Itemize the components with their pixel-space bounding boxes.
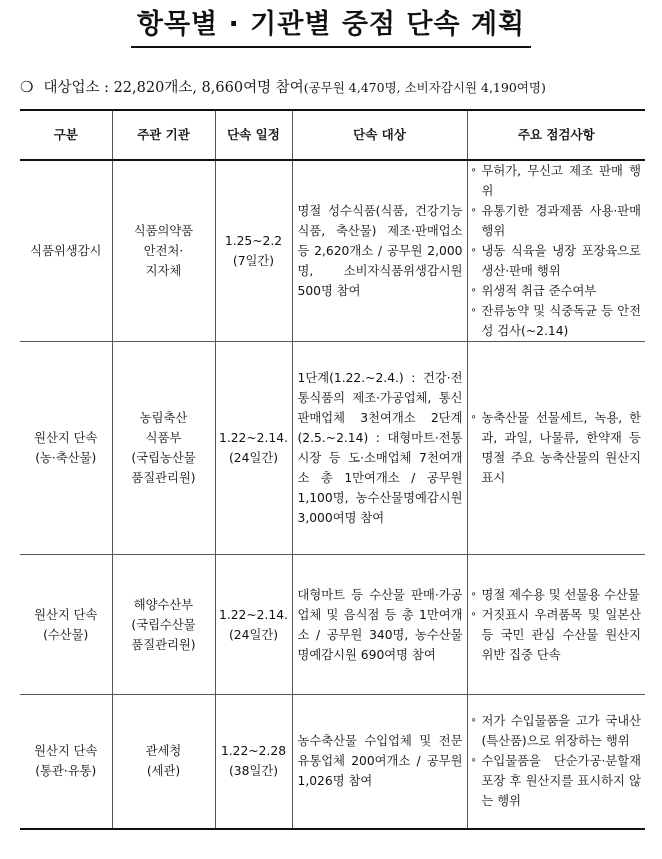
row-category: 원산지 단속 (수산물) <box>20 555 112 695</box>
summary-detail: (공무원 4,470명, 소비자감시원 4,190여명) <box>303 80 546 95</box>
header-schedule: 단속 일정 <box>215 110 292 160</box>
table-row <box>20 695 645 829</box>
check-item <box>471 711 642 751</box>
summary-main: 대상업소 : 22,820개소, 8,660여명 참여 <box>43 80 304 96</box>
plan-table <box>20 109 645 830</box>
check-item <box>471 301 642 341</box>
circle-bullet-icon: ❍ <box>20 78 34 96</box>
row-checks <box>467 555 645 695</box>
check-text: 거짓표시 우려품목 및 일본산 등 국민 관심 수산물 원산지 위반 집중 단속 <box>481 607 641 662</box>
header-category: 구분 <box>20 110 112 160</box>
small-circle-bullet-icon: ∘ <box>470 165 477 176</box>
check-text: 무허가, 무신고 제조 판매 행위 <box>481 164 641 198</box>
table-header-row <box>20 110 645 160</box>
check-item <box>471 585 642 605</box>
row-agency: 관세청 (세관) <box>112 695 215 829</box>
row-agency: 식품의약품 안전처· 지자체 <box>112 160 215 342</box>
small-circle-bullet-icon: ∘ <box>470 588 477 600</box>
check-item <box>471 161 642 201</box>
row-agency: 해양수산부 (국립수산물 품질관리원) <box>112 555 215 695</box>
table-row <box>20 555 645 695</box>
header-agency: 주관 기관 <box>112 110 215 160</box>
check-text: 잔류농약 및 식중독균 등 안전성 검사(~2.14) <box>481 304 641 338</box>
check-text: 농축산물 선물세트, 녹용, 한과, 과일, 나물류, 한약재 등 명절 주요 농축산물의 원산지 표시 <box>481 411 641 485</box>
row-agency: 농림축산 식품부 (국립농산물 품질관리원) <box>112 342 215 555</box>
row-category: 식품위생감시 <box>20 160 112 342</box>
row-schedule: 1.22~2.14. (24일간) <box>215 555 292 695</box>
small-circle-bullet-icon: ∘ <box>470 755 477 767</box>
table-row <box>20 342 645 555</box>
row-schedule: 1.22~2.28 (38일간) <box>215 695 292 829</box>
row-category: 원산지 단속 (농·축산물) <box>20 342 112 555</box>
row-schedule: 1.22~2.14. (24일간) <box>215 342 292 555</box>
check-text: 명절 제수용 및 선물용 수산물 <box>481 587 640 602</box>
header-target: 단속 대상 <box>292 110 467 160</box>
small-circle-bullet-icon: ∘ <box>470 608 477 620</box>
row-checks <box>467 695 645 829</box>
small-circle-bullet-icon: ∘ <box>470 412 477 423</box>
row-category: 원산지 단속 (통관·유통) <box>20 695 112 829</box>
table-row <box>20 160 645 342</box>
small-circle-bullet-icon: ∘ <box>470 205 477 216</box>
check-item <box>471 281 642 301</box>
check-text: 저가 수입물품을 고가 국내산(특산품)으로 위장하는 행위 <box>481 714 641 749</box>
check-item <box>471 241 642 281</box>
summary-line <box>20 76 650 99</box>
check-text: 수입물품을 단순가공·분할재포장 후 원산지를 표시하지 않는 행위 <box>481 754 641 809</box>
small-circle-bullet-icon: ∘ <box>470 245 477 256</box>
check-text: 냉동 식육을 냉장 포장육으로 생산·판매 행위 <box>481 244 641 278</box>
small-circle-bullet-icon: ∘ <box>470 305 477 316</box>
header-checks: 주요 점검사항 <box>467 110 645 160</box>
check-item <box>471 408 642 488</box>
page-title: 항목별 · 기관별 중점 단속 계획 <box>131 8 531 48</box>
check-item <box>471 201 642 241</box>
check-text: 유통기한 경과제품 사용·판매행위 <box>481 204 641 238</box>
small-circle-bullet-icon: ∘ <box>470 285 477 296</box>
row-target: 1단계(1.22.~2.4.) : 건강·전통식품의 제조·가공업체, 통신판매업체 3천여개소 2단계(2.5.~2.14) : 대형마트·전통시장 등 도·소매업체 7천여개소 총 1만여개소 / 공무원 1,100명, 농수산물명예감시원 3,000여명 참여 <box>292 342 467 555</box>
row-target: 명절 성수식품(식품, 건강기능식품, 축산물) 제조·판매업소 등 2,620개소 / 공무원 2,000명, 소비자식품위생감시원 500명 참여 <box>292 160 467 342</box>
row-target: 대형마트 등 수산물 판매·가공업체 및 음식점 등 총 1만여개소 / 공무원 340명, 농수산물명예감시원 690여명 참여 <box>292 555 467 695</box>
check-text: 위생적 취급 준수여부 <box>481 284 597 298</box>
title-wrap <box>0 8 662 48</box>
row-checks <box>467 342 645 555</box>
small-circle-bullet-icon: ∘ <box>470 715 477 727</box>
check-item <box>471 751 642 811</box>
row-checks <box>467 160 645 342</box>
row-target: 농수축산물 수입업체 및 전문 유통업체 200여개소 / 공무원 1,026명 참여 <box>292 695 467 829</box>
check-item <box>471 605 642 665</box>
row-schedule: 1.25~2.2 (7일간) <box>215 160 292 342</box>
